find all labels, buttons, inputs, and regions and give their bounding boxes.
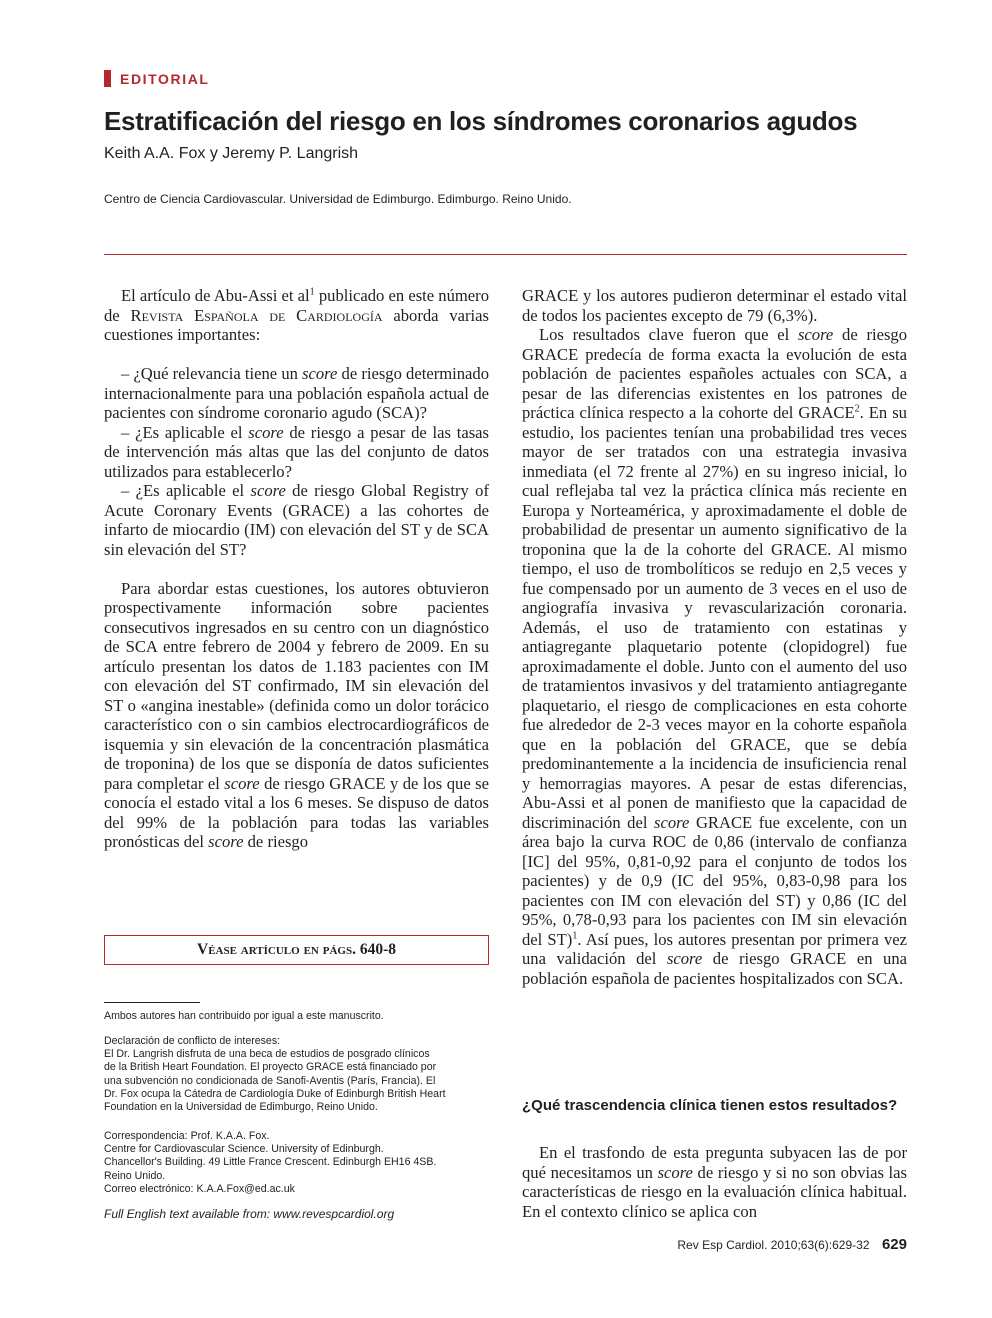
right-column — [522, 286, 907, 988]
header-divider — [104, 254, 907, 255]
section-label-text: EDITORIAL — [120, 70, 210, 87]
author-affiliation: Centro de Ciencia Cardiovascular. Universidad de Edimburgo. Edimburgo. Reino Unido. — [104, 192, 572, 206]
left-column — [104, 286, 489, 852]
journal-citation: Rev Esp Cardiol. 2010;63(6):629-32 — [677, 1238, 870, 1252]
section-label — [104, 70, 210, 87]
clinical-paragraph: En el trasfondo de esta pregunta subyacen las de por qué necesitamos un score de riesgo y si no son obvias las características de riesgo en la evaluación clínica habitual. En el contexto clínico se aplica con — [522, 1143, 907, 1221]
full-english-text-link[interactable]: Full English text available from: www.revespcardiol.org — [104, 1207, 395, 1221]
article-authors: Keith A.A. Fox y Jeremy P. Langrish — [104, 145, 359, 162]
see-article-prefix: Véase artículo en págs. — [197, 941, 356, 958]
page-footer — [677, 1236, 907, 1254]
section-heading: ¿Qué trascendencia clínica tienen estos resultados? — [522, 1097, 898, 1114]
footnote-divider — [104, 1002, 200, 1003]
journal-name: Revista Española de Cardiología — [130, 305, 383, 325]
question-2: – ¿Es aplicable el score de riesgo a pesar de las tasas de intervención más altas que las del conjunto de datos utilizados para establecerlo? — [104, 422, 489, 481]
reference-marker: 1 — [309, 286, 315, 298]
right-column-continued — [522, 1143, 907, 1221]
article-title: Estratificación del riesgo en los síndromes coronarios agudos — [104, 106, 858, 136]
footnote-correspondence: Correspondencia: Prof. K.A.A. Fox. Centre for Cardiovascular Science. University of Edinburgh. Chancellor's Building. 49 Little France Crescent. Edinburgh EH16 4SB. Reino Unido. Correo electrónico: K.A.A.Fox@ed.ac.uk — [104, 1130, 489, 1196]
section-accent-bar — [104, 70, 111, 87]
correspondence-email[interactable]: Correo electrónico: K.A.A.Fox@ed.ac.uk — [104, 1182, 295, 1195]
results-continued-paragraph: GRACE y los autores pudieron determinar el estado vital de todos los pacientes excepto de 79 (6,3%). — [522, 286, 907, 325]
page-number: 629 — [881, 1236, 907, 1253]
key-results-paragraph: Los resultados clave fueron que el score de riesgo GRACE predecía de forma exacta la evolución de esta población de pacientes españoles actuales con SCA, a pesar de las diferencias existentes en los patrones de práctica clínica respecto a la cohorte del GRACE$^2$. En su estudio, los pacientes tenían una probabilidad tres veces mayor de ser tratados con una estrategia invasiva inmediata (el 72 frente al 27%) en su ingreso inicial, lo cual reflejaba tal vez la práctica clínica más reciente en Europa y Norteamérica, y aproximadamente el doble de probabilidad de presentar un aumento significativo de la troponina que la de la cohorte del GRACE. Al mismo tiempo, el uso de trombolíticos se redujo en 2,5 veces y fue compensado por un aumento de 3 veces en el uso de angiografía invasiva y revascularización coronaria. Además, el uso de tratamiento con estatinas y antiagregante plaquetario potente (clopidogrel) fue aproximadamente el doble. Junto con el aumento del uso de tratamientos invasivos y del tratamiento antiagregante plaquetario, el riesgo de complicaciones en esta cohorte fue alrededor de 2-3 veces mayor en la cohorte española que en la población del GRACE, que se debía predominantemente a la incidencia de insuficiencia renal y hemorragias mayores. A pesar de estas diferencias, Abu-Assi et al ponen de manifiesto que la capacidad de discriminación del score GRACE fue excelente, con un área bajo la curva ROC de 0,86 (intervalo de confianza [IC] del 95%, 0,81-0,92 para el conjunto de todos los pacientes) y de 0,9 (IC del 95%, 0,83-0,98 para los pacientes con IM con elevación del ST) y 0,86 (IC del 95%, 0,78-0,93 para los pacientes con IM sin elevación del ST)$^1$. Así pues, los autores presentan por primera vez una validación del score de riesgo GRACE en una población española de pacientes hospitalizados con SCA. — [522, 325, 908, 988]
reference-marker: 1 — [572, 929, 578, 941]
footnote-conflict-of-interest: Declaración de conflicto de intereses: El Dr. Langrish disfruta de una beca de estudios de posgrado clínicos de la British Heart Foundation. El proyecto GRACE está financiado por una subvención no condicionada de Sanofi-Aventis (París, Francia). El Dr. Fox ocupa la Cátedra de Cardiología Duke of Edinburgh British Heart Foundation en la Universidad de Edimburgo, Reino Unido. — [104, 1035, 446, 1114]
methods-paragraph: Para abordar estas cuestiones, los autores obtuvieron prospectivamente información sobre pacientes consecutivos ingresados en su centro con un diagnóstico de SCA entre febrero de 2004 y febrero de 2009. En su artículo presentan los datos de 1.183 pacientes con IM con elevación del ST confirmado, IM sin elevación del ST o «angina inestable» (definida como un dolor torácico característico con o sin cambios electrocardiográficos de isquemia y sin elevación de la concentración plasmática de troponina) de los que se disponía de datos suficientes para completar el score de riesgo GRACE y de los que se conocía el estado vital a los 6 meses. Se dispuso de datos del 99% de la población para todas las variables pronósticas del score de riesgo — [104, 578, 489, 851]
reference-marker: 2 — [854, 403, 860, 415]
see-article-box[interactable] — [104, 935, 489, 965]
see-article-pages: 640-8 — [359, 941, 396, 958]
intro-paragraph: El artículo de Abu-Assi et $al^1$ publicado en este número de Revista Española de Cardiología aborda varias cuestiones importantes: — [104, 286, 489, 344]
footnote-equal-contribution: Ambos autores han contribuido por igual a este manuscrito. — [104, 1010, 384, 1022]
question-3: – ¿Es aplicable el score de riesgo Global Registry of Acute Coronary Events (GRACE) a las cohortes de infarto de miocardio (IM) con elevación del ST y de SCA sin elevación del ST? — [104, 481, 489, 559]
question-1: – ¿Qué relevancia tiene un score de riesgo determinado internacionalmente para una población española actual de pacientes con síndrome coronario agudo (SCA)? — [104, 364, 489, 422]
